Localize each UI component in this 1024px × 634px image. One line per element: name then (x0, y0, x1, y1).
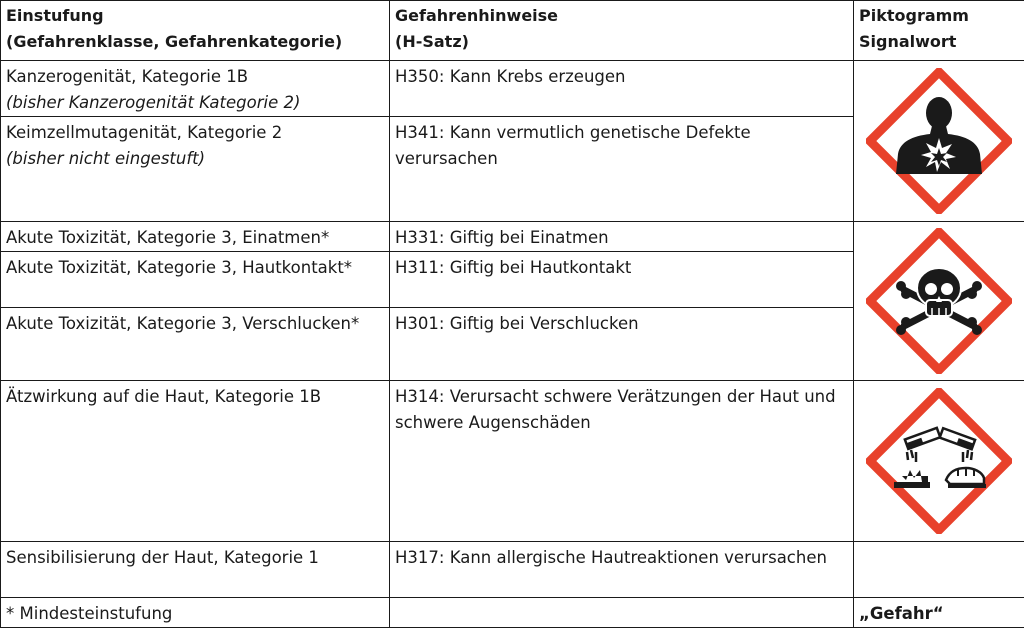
table-row (1, 222, 1024, 252)
hazard-statement-cell: H314: Verursacht schwere Verätzungen der Haut und schwere Augenschäden (390, 381, 854, 542)
corrosion-icon (866, 388, 1012, 534)
hazard-statement-cell: H341: Kann vermutlich genetische Defekte verursachen (390, 117, 854, 222)
header-hazard-subtitle: (H-Satz) (395, 32, 469, 51)
previous-classification-note: (bisher nicht eingestuft) (6, 149, 206, 168)
hazard-statement-cell: H317: Kann allergische Hautreaktionen verursachen (390, 542, 854, 598)
header-classification-subtitle: (Gefahrenklasse, Gefahrenkategorie) (6, 32, 343, 51)
classification-cell: Sensibilisierung der Haut, Kategorie 1 (1, 542, 390, 598)
header-classification-title: Einstufung (6, 6, 104, 25)
classification-cell: Kanzerogenität, Kategorie 1B (bisher Kanzerogenität Kategorie 2) (1, 61, 390, 117)
empty-cell (854, 542, 1024, 598)
table-row (1, 381, 1024, 542)
pictogram-cell (854, 381, 1024, 542)
previous-classification-note: (bisher Kanzerogenität Kategorie 2) (6, 93, 301, 112)
signal-word: „Gefahr“ (854, 598, 1024, 628)
footnote-minimum-classification: * Mindesteinstufung (1, 598, 390, 628)
header-pictogram-title: Piktogramm (859, 6, 969, 25)
table-header-row (1, 1, 1024, 61)
hazard-statement-cell: H311: Giftig bei Hautkontakt (390, 252, 854, 308)
header-classification (1, 1, 390, 61)
hazard-statement-cell: H331: Giftig bei Einatmen (390, 222, 854, 252)
header-hazard-statements (390, 1, 854, 61)
header-hazard-title: Gefahrenhinweise (395, 6, 559, 25)
classification-cell: Akute Toxizität, Kategorie 3, Hautkontakt* (1, 252, 390, 308)
classification-cell: Akute Toxizität, Kategorie 3, Einatmen* (1, 222, 390, 252)
health-hazard-icon (866, 68, 1012, 214)
pictogram-cell (854, 61, 1024, 222)
empty-cell (390, 598, 854, 628)
classification-cell: Ätzwirkung auf die Haut, Kategorie 1B (1, 381, 390, 542)
table-row (1, 61, 1024, 117)
pictogram-cell (854, 222, 1024, 381)
table-row (1, 542, 1024, 598)
header-pictogram (854, 1, 1024, 61)
hazard-statement-cell: H301: Giftig bei Verschlucken (390, 308, 854, 381)
classification-cell: Akute Toxizität, Kategorie 3, Verschlucken* (1, 308, 390, 381)
header-signal-word-title: Signalwort (859, 32, 957, 51)
hazard-statement-cell: H350: Kann Krebs erzeugen (390, 61, 854, 117)
skull-crossbones-icon (866, 228, 1012, 374)
classification-cell: Keimzellmutagenität, Kategorie 2 (bisher nicht eingestuft) (1, 117, 390, 222)
footer-row (1, 598, 1024, 628)
